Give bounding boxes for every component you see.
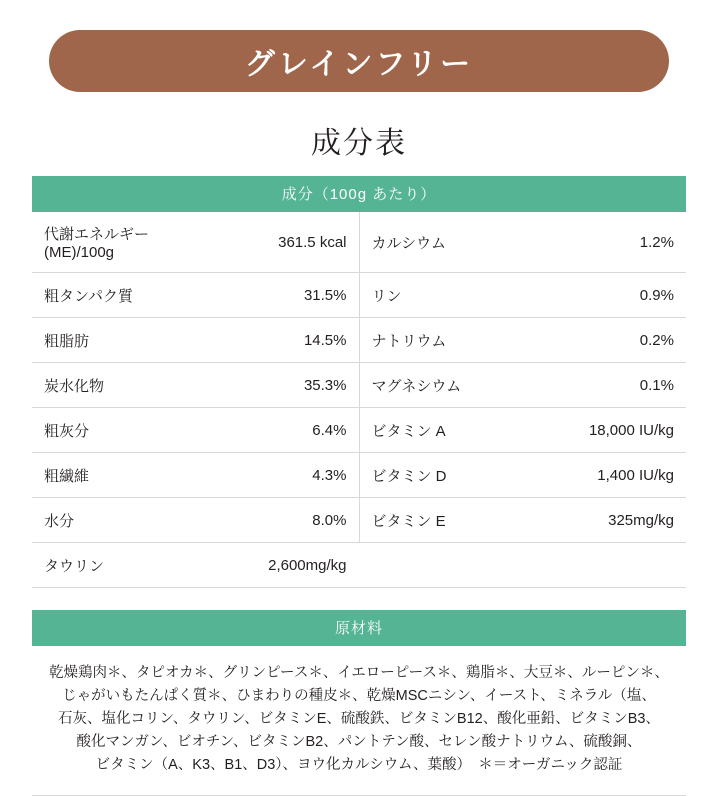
nutrition-table-head: [32, 176, 686, 212]
nutrition-value-left: 14.5%: [196, 318, 360, 363]
nutrition-label-left: 粗繊維: [32, 453, 196, 498]
nutrition-table-header-label: 成分（100g あたり）: [32, 176, 686, 212]
nutrition-infographic-page: [0, 30, 718, 773]
nutrition-value-right: 18,000 IU/kg: [523, 408, 687, 453]
table-row: [32, 498, 686, 543]
ingredients-line: 石灰、塩化コリン、タウリン、ビタミンE、硫酸鉄、ビタミンB12、酸化亜鉛、ビタミンB3、: [58, 711, 660, 727]
page-title: 成分表: [311, 127, 407, 160]
ingredients-body: [32, 646, 686, 796]
nutrition-value-right: 1,400 IU/kg: [523, 453, 687, 498]
table-row: [32, 273, 686, 318]
nutrition-value-right: 1.2%: [523, 212, 687, 273]
nutrition-table-body: [32, 212, 686, 588]
nutrition-label-right: ビタミン E: [359, 498, 523, 543]
nutrition-label-right: [359, 543, 523, 588]
nutrition-label-left: [32, 212, 196, 273]
table-row: [32, 543, 686, 588]
table-row: [32, 318, 686, 363]
nutrition-value-left: 31.5%: [196, 273, 360, 318]
table-row: [32, 363, 686, 408]
grain-free-banner-label: グレインフリー: [244, 48, 474, 81]
nutrition-label-left: 粗タンパク質: [32, 273, 196, 318]
nutrition-value-left: 6.4%: [196, 408, 360, 453]
nutrition-value-left: 2,600mg/kg: [196, 543, 360, 588]
nutrition-label-left: 炭水化物: [32, 363, 196, 408]
nutrition-label-left: 水分: [32, 498, 196, 543]
ingredients-line: ビタミン（A、K3、B1、D3）、ヨウ化カルシウム、葉酸） ＊＝オーガニック認証: [95, 757, 623, 773]
table-row: [32, 453, 686, 498]
nutrition-label-right: カルシウム: [359, 212, 523, 273]
table-row: [32, 408, 686, 453]
ingredients-line: じゃがいもたんぱく質＊、ひまわりの種皮＊、乾燥MSCニシン、イースト、ミネラル（塩、: [62, 688, 656, 704]
nutrition-label-left: 粗灰分: [32, 408, 196, 453]
nutrition-table: [32, 176, 686, 588]
nutrition-label-right: マグネシウム: [359, 363, 523, 408]
nutrition-value-right: [523, 543, 687, 588]
nutrition-table-wrap: [32, 176, 686, 588]
ingredients-section: [32, 610, 686, 796]
nutrition-value-right: 0.2%: [523, 318, 687, 363]
nutrition-value-right: 0.9%: [523, 273, 687, 318]
nutrition-label-left-line1: 代謝エネルギー: [44, 226, 150, 243]
ingredients-line: 酸化マンガン、ビオチン、ビタミンB2、パントテン酸、セレン酸ナトリウム、硫酸銅、: [76, 734, 642, 750]
grain-free-banner: [49, 30, 669, 92]
nutrition-label-left: 粗脂肪: [32, 318, 196, 363]
nutrition-label-left-line2: (ME)/100g: [44, 244, 115, 261]
ingredients-header-label: 原材料: [32, 610, 686, 646]
nutrition-value-left: 4.3%: [196, 453, 360, 498]
nutrition-label-left: タウリン: [32, 543, 196, 588]
nutrition-value-left: 361.5 kcal: [196, 212, 360, 273]
nutrition-label-right: ナトリウム: [359, 318, 523, 363]
nutrition-value-right: 325mg/kg: [523, 498, 687, 543]
nutrition-value-right: 0.1%: [523, 363, 687, 408]
nutrition-value-left: 8.0%: [196, 498, 360, 543]
table-row: [32, 212, 686, 273]
nutrition-value-left: 35.3%: [196, 363, 360, 408]
nutrition-label-right: ビタミン D: [359, 453, 523, 498]
nutrition-label-right: リン: [359, 273, 523, 318]
nutrition-label-right: ビタミン A: [359, 408, 523, 453]
ingredients-line: 乾燥鶏肉＊、タピオカ＊、グリンピース＊、イエローピース＊、鶏脂＊、大豆＊、ルーピン＊、: [49, 665, 669, 681]
table-header-row: [32, 176, 686, 212]
